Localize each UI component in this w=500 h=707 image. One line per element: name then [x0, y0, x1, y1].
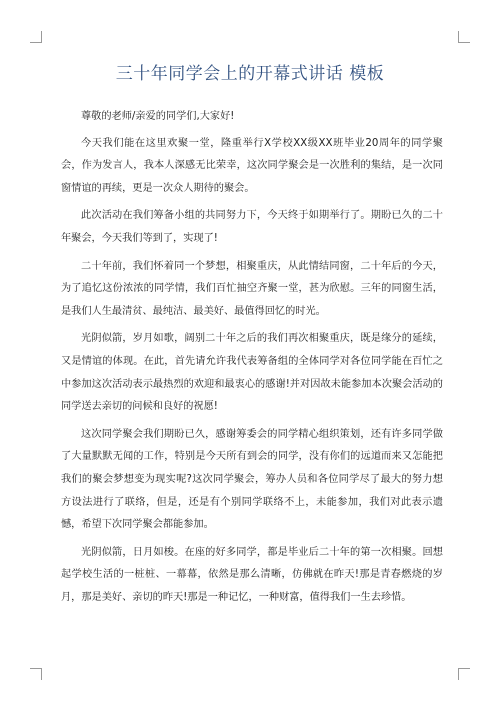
crop-mark-top-right-h: [458, 42, 470, 43]
body-paragraph: 光阴似箭，岁月如歌，阔别二十年之后的我们再次相聚重庆，既是缘分的延续，又是情谊的体现。在此，首先请允许我代表筹备组的全体同学对各位同学能在百忙之中参加这次活动表示最热烈的欢迎和最衷心的感谢!并对因故未能参加本次聚会活动的同学送去亲切的问候和良好的祝愿!: [61, 333, 443, 413]
crop-mark-bottom-left-v: [41, 668, 42, 680]
body-paragraph: 二十年前，我们怀着同一个梦想，相聚重庆，从此情结同窗，二十年后的今天，为了追忆这份浓浓的同学情，我们百忙抽空齐聚一堂，甚为欣慰。三年的同窗生活，是我们人生最清贫、最纯洁、最美好、最值得回忆的时光。: [61, 260, 443, 317]
body-paragraph: 这次同学聚会我们期盼已久，感谢筹委会的同学精心组织策划，还有许多同学做了大量默默无闻的工作，特别是今天所有到会的同学，没有你们的远道而来又怎能把我们的聚会梦想变为现实呢?这次同学聚会，筹办人员和各位同学尽了最大的努力想方设法进行了联络，但是，还是有个别同学联络不上，未能参加，我们对此表示遗憾，希望下次同学聚会都能参加。: [61, 428, 443, 531]
crop-mark-top-left-v: [41, 31, 42, 43]
salutation-paragraph: 尊敬的老师/亲爱的同学们,大家好!: [81, 111, 235, 122]
document-body: [61, 106, 443, 614]
body-paragraph: 今天我们能在这里欢聚一堂，隆重举行X学校XX级XX班毕业20周年的同学聚会，作为发言人，我本人深感无比荣幸，这次同学聚会是一次胜利的集结，是一次同窗情谊的再续，更是一次众人期待的聚会。: [61, 137, 443, 194]
body-paragraph: 光阴似箭，日月如梭。在座的好多同学，都是毕业后二十年的第一次相聚。回想起学校生活的一桩桩、一幕幕，依然是那么清晰，仿佛就在昨天!那是青春燃烧的岁月，那是美好、亲切的昨天!那是一种记忆，一种财富，值得我们一生去珍惜。: [61, 546, 443, 603]
body-paragraph: 此次活动在我们筹备小组的共同努力下，今天终于如期举行了。期盼已久的二十年聚会，今天我们等到了，实现了!: [61, 210, 443, 244]
crop-mark-top-right-v: [458, 31, 459, 43]
document-title: 三十年同学会上的开幕式讲话 模板: [115, 64, 385, 84]
crop-mark-bottom-right-v: [458, 668, 459, 680]
crop-mark-bottom-right-h: [458, 668, 470, 669]
